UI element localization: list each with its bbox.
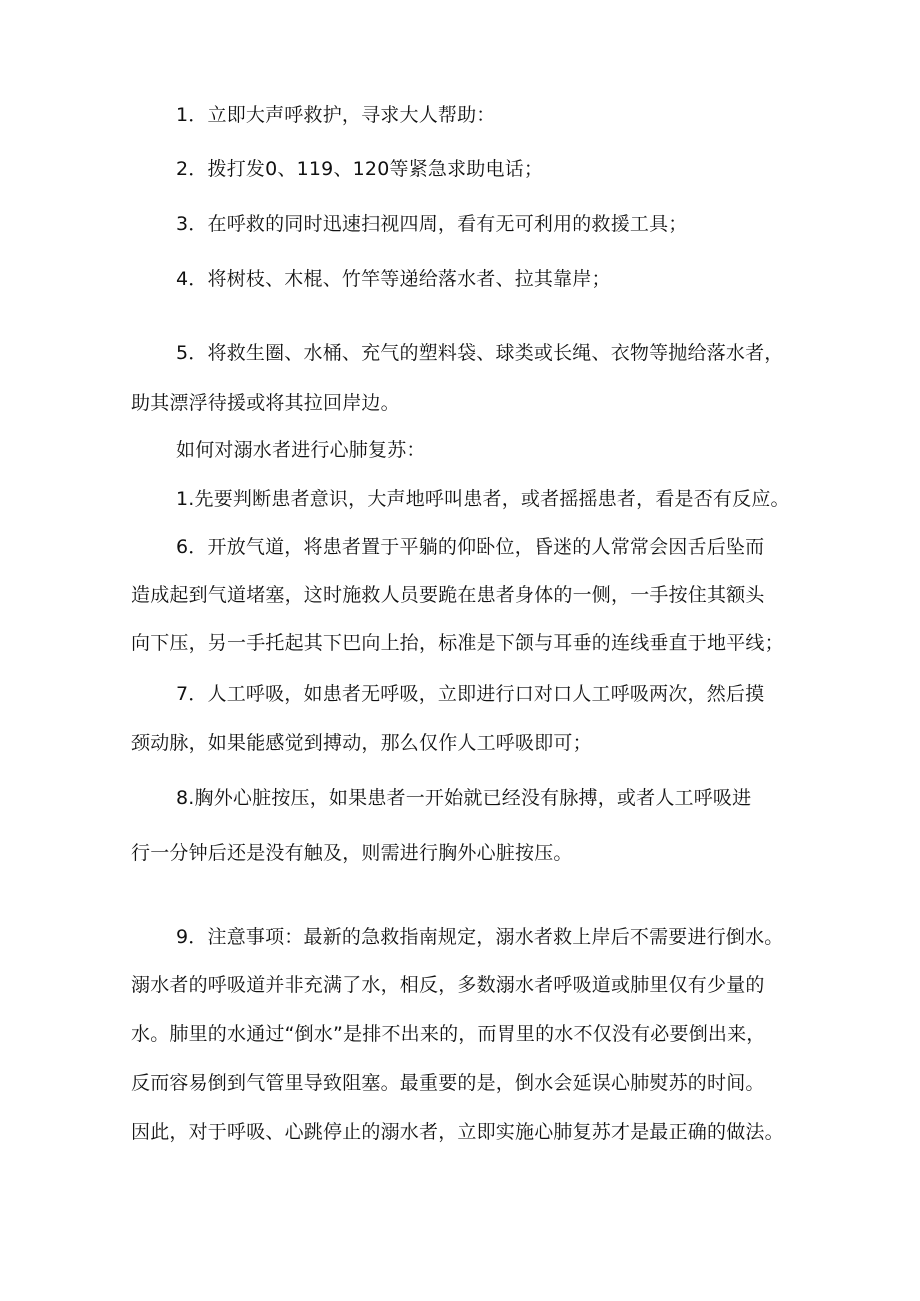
cpr-step-6-line: 6．开放气道，将患者置于平躺的仰卧位，昏迷的人常常会因舌后坠而 (176, 536, 765, 558)
step-5-line-2: 助其漂浮待援或将其拉回岸边。 (131, 392, 400, 414)
step-1-line: 1．立即大声呼救护，寻求大人帮助： (176, 104, 496, 126)
notes-line: 9．注意事项：最新的急救指南规定，溺水者救上岸后不需要进行倒水。 (176, 926, 784, 948)
cpr-step-1-line: 1.先要判断患者意识，大声地呼叫患者，或者摇摇患者，看是否有反应。 (176, 488, 790, 510)
notes-line-4: 反而容易倒到气管里导致阻塞。最重要的是，倒水会延误心肺熨苏的时间。 (131, 1072, 765, 1094)
cpr-step-8-line-2: 行一分钟后还是没有触及，则需进行胸外心脏按压。 (131, 842, 573, 864)
step-3-line: 3．在呼救的同时迅速扫视四周，看有无可利用的救援工具； (176, 213, 688, 235)
cpr-step-8-line: 8.胸外心脏按压，如果患者一开始就已经没有脉搏，或者人工呼吸进 (176, 787, 752, 809)
notes-line-2: 溺水者的呼吸道并非充满了水，相反，多数溺水者呼吸道或肺里仅有少量的 (131, 974, 765, 996)
cpr-step-7-line-2: 颈动脉，如果能感觉到搏动，那么仅作人工呼吸即可； (131, 732, 592, 754)
cpr-step-6-line-2: 造成起到气道堵塞，这时施救人员要跪在患者身体的一侧，一手按住其额头 (131, 584, 765, 606)
notes-line-3: 水。肺里的水通过“倒水”是排不出来的，而胃里的水不仅没有必要倒出来， (131, 1023, 766, 1045)
cpr-step-7-line: 7．人工呼吸，如患者无呼吸，立即进行口对口人工呼吸两次，然后摸 (176, 683, 765, 705)
cpr-heading: 如何对溺水者进行心肺复苏： (176, 439, 426, 461)
cpr-step-6-line-3: 向下压，另一手托起其下巴向上抬，标准是下颌与耳垂的连线垂直于地平线； (131, 632, 784, 654)
step-4-line: 4．将树枝、木棍、竹竿等递给落水者、拉其靠岸； (176, 268, 611, 290)
step-5-line: 5．将救生圈、水桶、充气的塑料袋、球类或长绳、衣物等抛给落水者， (176, 342, 784, 364)
notes-line-5: 因此，对于呼吸、心跳停止的溺水者，立即实施心肺复苏才是最正确的做法。 (131, 1121, 784, 1143)
step-2-line: 2．拨打发0、119、120等紧急求助电话； (176, 158, 544, 180)
